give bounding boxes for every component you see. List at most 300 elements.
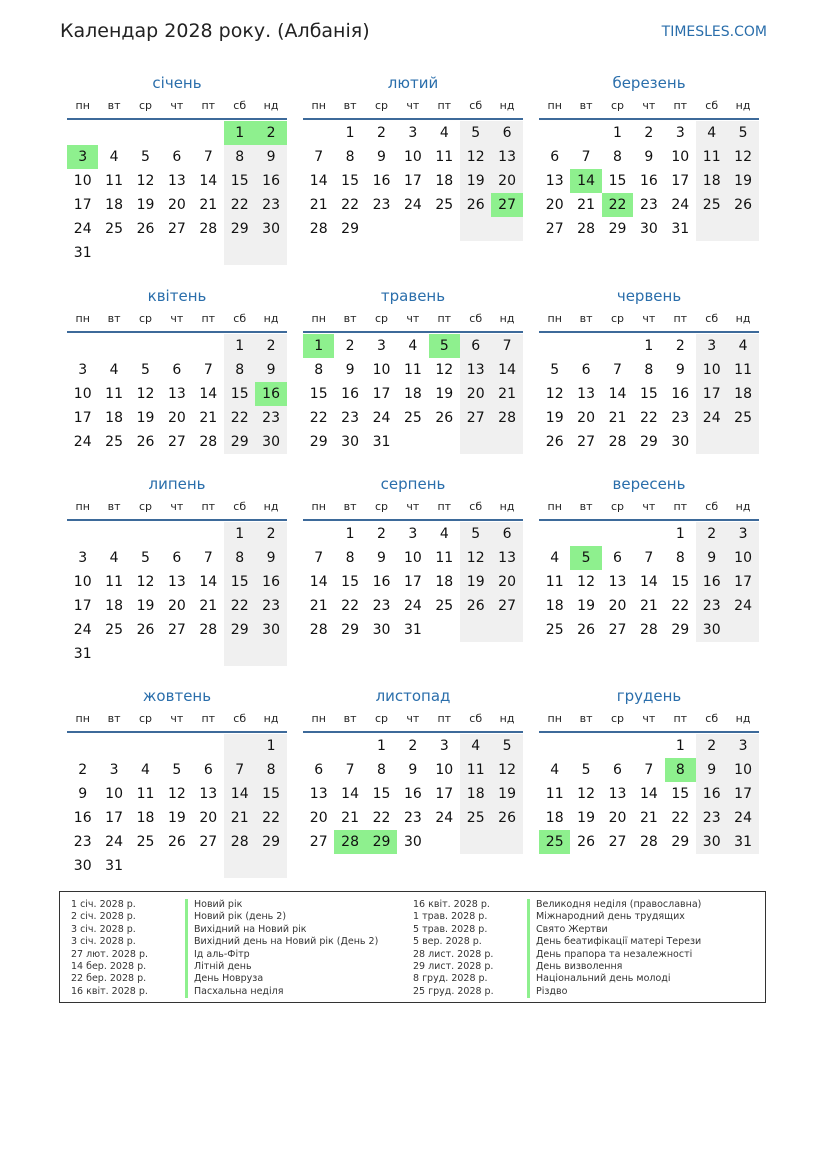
day-cell: 8 <box>377 762 386 778</box>
day-cell: 12 <box>466 550 485 566</box>
weekday-label: вт <box>107 712 121 725</box>
day-cell: 10 <box>734 762 752 778</box>
day-cell: 31 <box>372 434 391 450</box>
day-cell: 28 <box>608 434 627 450</box>
legend-row <box>71 961 411 973</box>
day-cell: 7 <box>502 338 512 354</box>
weekday-label: вт <box>579 500 593 513</box>
day-cell: 6 <box>172 149 182 165</box>
weekday-label: вт <box>107 312 121 325</box>
day-cell: 7 <box>644 762 654 778</box>
legend-date: 16 квіт. 2028 р. <box>71 985 148 997</box>
day-cell: 6 <box>471 338 481 354</box>
day-cell: 22 <box>230 410 249 426</box>
month-5 <box>303 285 523 450</box>
weekday-label: чт <box>170 312 184 325</box>
weekday-header <box>67 94 287 120</box>
day-cell: 30 <box>702 622 721 638</box>
day-cell: 7 <box>613 362 622 378</box>
day-cell: 27 <box>577 434 595 450</box>
day-cell: 11 <box>435 149 454 165</box>
weekday-label: пт <box>673 712 688 725</box>
day-cell: 1 <box>377 738 386 754</box>
day-cell: 5 <box>141 149 150 165</box>
month-9 <box>539 473 759 638</box>
day-cell: 20 <box>498 173 516 189</box>
brand-link[interactable]: TIMESLES.COM <box>661 24 767 40</box>
day-cell: 4 <box>439 526 449 542</box>
holiday-cell: 1 <box>224 121 255 145</box>
holiday-cell: 28 <box>334 830 365 854</box>
weekday-label: вт <box>579 712 593 725</box>
day-cell: 25 <box>105 434 123 450</box>
day-cell: 4 <box>550 762 560 778</box>
day-cell: 2 <box>266 338 276 354</box>
weekday-label: ср <box>610 312 624 325</box>
holiday-cell: 22 <box>602 193 633 217</box>
day-cell: 5 <box>471 526 481 542</box>
day-cell: 11 <box>105 574 123 590</box>
weekday-label: вт <box>343 712 357 725</box>
weekday-label: вт <box>107 99 121 112</box>
day-cell: 18 <box>545 598 564 614</box>
legend-row <box>71 899 411 911</box>
legend-holiday-name: Національний день молоді <box>527 973 670 985</box>
day-cell: 21 <box>608 410 627 426</box>
day-cell: 6 <box>502 526 512 542</box>
day-cell: 23 <box>372 197 391 213</box>
day-cell: 11 <box>734 362 752 378</box>
day-cell: 8 <box>345 149 355 165</box>
weekday-label: чт <box>406 99 420 112</box>
legend-holiday-name: Вихідний на Новий рік <box>185 924 306 936</box>
day-cell: 30 <box>403 834 422 850</box>
day-cell: 5 <box>141 362 150 378</box>
day-cell: 13 <box>498 550 516 566</box>
day-cell: 26 <box>498 810 516 826</box>
holiday-cell: 29 <box>366 830 397 854</box>
day-cell: 11 <box>403 362 422 378</box>
legend-holiday-name: Літній день <box>185 961 252 973</box>
day-cell: 14 <box>639 574 658 590</box>
day-cell: 13 <box>199 786 218 802</box>
day-cell: 10 <box>105 786 123 802</box>
weekday-label: пт <box>437 500 452 513</box>
legend-holiday-name: День Новруза <box>185 973 263 985</box>
day-cell: 15 <box>262 786 280 802</box>
day-cell: 20 <box>498 574 516 590</box>
day-cell: 12 <box>545 386 564 402</box>
legend-holiday-name: Великодня неділя (православна) <box>527 899 701 911</box>
day-cell: 13 <box>498 149 516 165</box>
day-cell: 25 <box>435 598 454 614</box>
day-cell: 12 <box>435 362 454 378</box>
day-cell: 8 <box>345 550 355 566</box>
day-cell: 1 <box>235 338 245 354</box>
day-cell: 25 <box>466 810 485 826</box>
day-cell: 22 <box>639 410 658 426</box>
day-cell: 21 <box>639 810 658 826</box>
legend-row <box>413 986 753 998</box>
legend-row <box>413 911 753 923</box>
weekday-label: пт <box>673 312 688 325</box>
day-cell: 26 <box>136 622 155 638</box>
day-cell: 15 <box>608 173 627 189</box>
weekday-label: ср <box>138 712 152 725</box>
day-cell: 12 <box>136 386 155 402</box>
day-cell: 19 <box>136 598 155 614</box>
day-cell: 23 <box>403 810 422 826</box>
holiday-legend <box>59 891 766 1003</box>
day-cell: 31 <box>105 858 123 874</box>
weekday-label: нд <box>499 312 515 325</box>
day-cell: 20 <box>199 810 218 826</box>
day-cell: 10 <box>73 574 92 590</box>
day-cell: 23 <box>639 197 658 213</box>
day-cell: 30 <box>262 622 280 638</box>
legend-row <box>413 949 753 961</box>
day-cell: 9 <box>377 149 386 165</box>
day-cell: 14 <box>309 173 328 189</box>
day-cell: 16 <box>639 173 658 189</box>
day-cell: 17 <box>403 574 422 590</box>
day-cell: 7 <box>203 550 213 566</box>
day-cell: 27 <box>466 410 485 426</box>
day-cell: 21 <box>577 197 595 213</box>
day-cell: 17 <box>73 197 92 213</box>
day-cell: 13 <box>309 786 328 802</box>
day-cell: 24 <box>403 197 422 213</box>
weekday-label: сб <box>705 712 719 725</box>
legend-holiday-name: День беатифікації матері Терези <box>527 936 701 948</box>
month-10 <box>67 685 287 874</box>
day-cell: 22 <box>341 598 359 614</box>
day-cell: 9 <box>707 762 717 778</box>
holiday-cell: 5 <box>570 546 601 570</box>
day-cell: 28 <box>639 834 658 850</box>
weekday-header <box>539 495 759 521</box>
day-cell: 23 <box>73 834 92 850</box>
day-cell: 11 <box>545 574 564 590</box>
day-cell: 20 <box>309 810 328 826</box>
weekday-header <box>67 495 287 521</box>
month-4 <box>67 285 287 450</box>
legend-date: 5 трав. 2028 р. <box>413 923 488 935</box>
day-cell: 7 <box>345 762 355 778</box>
day-cell: 24 <box>73 622 92 638</box>
day-cell: 2 <box>707 738 717 754</box>
weekday-label: пт <box>201 99 216 112</box>
day-cell: 6 <box>613 762 622 778</box>
day-cell: 17 <box>372 386 391 402</box>
weekday-label: нд <box>735 99 751 112</box>
page-title: Календар 2028 року. (Албанія) <box>60 20 370 42</box>
day-cell: 30 <box>341 434 359 450</box>
weekday-label: нд <box>499 99 515 112</box>
legend-holiday-name: День прапора та незалежності <box>527 949 692 961</box>
day-cell: 23 <box>372 598 391 614</box>
day-cell: 13 <box>608 786 627 802</box>
day-cell: 28 <box>309 622 328 638</box>
legend-date: 2 січ. 2028 р. <box>71 911 136 923</box>
day-cell: 21 <box>199 197 218 213</box>
day-cell: 13 <box>577 386 595 402</box>
day-cell: 1 <box>235 526 245 542</box>
day-cell: 9 <box>644 149 654 165</box>
legend-row <box>71 986 411 998</box>
day-cell: 16 <box>262 574 280 590</box>
day-cell: 12 <box>136 574 155 590</box>
day-cell: 26 <box>136 221 155 237</box>
weekday-label: пн <box>547 99 562 112</box>
month-7 <box>67 473 287 662</box>
legend-row <box>413 961 753 973</box>
day-cell: 19 <box>167 810 186 826</box>
day-cell: 10 <box>403 149 422 165</box>
legend-row <box>413 936 753 948</box>
day-cell: 29 <box>671 834 690 850</box>
legend-date: 28 лист. 2028 р. <box>413 948 494 960</box>
day-cell: 20 <box>466 386 485 402</box>
day-cell: 14 <box>199 173 218 189</box>
day-cell: 19 <box>577 598 595 614</box>
day-cell: 8 <box>266 762 276 778</box>
day-cell: 21 <box>199 598 218 614</box>
day-cell: 3 <box>707 338 717 354</box>
weekday-label: вт <box>107 500 121 513</box>
day-cell: 15 <box>230 574 249 590</box>
weekday-label: ср <box>374 712 388 725</box>
day-cell: 5 <box>471 125 481 141</box>
weekday-label: пт <box>437 312 452 325</box>
day-cell: 26 <box>136 434 155 450</box>
day-cell: 10 <box>671 149 690 165</box>
day-cell: 27 <box>498 598 516 614</box>
holiday-cell: 1 <box>303 334 334 358</box>
day-cell: 19 <box>435 386 454 402</box>
day-cell: 8 <box>235 362 245 378</box>
weekday-label: пн <box>547 712 562 725</box>
weekday-label: сб <box>705 500 719 513</box>
day-cell: 27 <box>167 221 186 237</box>
day-cell: 23 <box>262 197 280 213</box>
day-cell: 22 <box>341 197 359 213</box>
day-cell: 24 <box>702 410 721 426</box>
weekday-label: пн <box>547 312 562 325</box>
day-cell: 12 <box>577 574 595 590</box>
day-cell: 24 <box>671 197 690 213</box>
day-cell: 29 <box>639 434 658 450</box>
legend-holiday-name: Міжнародний день трудящих <box>527 911 685 923</box>
day-cell: 21 <box>309 598 328 614</box>
day-cell: 28 <box>199 622 218 638</box>
day-cell: 31 <box>403 622 422 638</box>
day-cell: 10 <box>372 362 391 378</box>
day-cell: 29 <box>341 622 359 638</box>
day-cell: 18 <box>466 786 485 802</box>
day-cell: 8 <box>644 362 654 378</box>
day-cell: 22 <box>230 197 249 213</box>
day-cell: 21 <box>341 810 359 826</box>
day-cell: 6 <box>172 550 182 566</box>
day-cell: 27 <box>167 434 186 450</box>
day-cell: 14 <box>639 786 658 802</box>
legend-row <box>413 973 753 985</box>
day-cell: 28 <box>199 221 218 237</box>
day-cell: 24 <box>734 598 752 614</box>
day-cell: 6 <box>172 362 182 378</box>
day-cell: 19 <box>734 173 752 189</box>
day-cell: 28 <box>498 410 516 426</box>
day-cell: 17 <box>734 574 752 590</box>
weekday-label: чт <box>642 500 656 513</box>
legend-date: 8 груд. 2028 р. <box>413 973 488 985</box>
day-cell: 17 <box>435 786 454 802</box>
legend-date: 5 вер. 2028 р. <box>413 936 482 948</box>
day-cell: 1 <box>675 738 685 754</box>
day-cell: 22 <box>372 810 391 826</box>
day-cell: 26 <box>466 598 485 614</box>
weekday-header <box>303 94 523 120</box>
day-cell: 16 <box>372 173 391 189</box>
weekday-label: ср <box>610 712 624 725</box>
weekday-label: ср <box>610 99 624 112</box>
day-cell: 3 <box>408 526 418 542</box>
day-cell: 7 <box>314 149 324 165</box>
day-cell: 14 <box>230 786 249 802</box>
day-cell: 16 <box>341 386 359 402</box>
day-cell: 20 <box>608 598 627 614</box>
month-name: лютий <box>387 74 439 92</box>
legend-date: 3 січ. 2028 р. <box>71 936 136 948</box>
day-cell: 29 <box>608 221 627 237</box>
weekday-label: сб <box>233 99 247 112</box>
day-cell: 11 <box>702 149 721 165</box>
day-cell: 21 <box>498 386 516 402</box>
weekday-label: вт <box>343 312 357 325</box>
day-cell: 2 <box>266 526 276 542</box>
weekday-label: нд <box>735 312 751 325</box>
weekday-header <box>303 495 523 521</box>
weekday-header <box>539 307 759 333</box>
day-cell: 5 <box>550 362 560 378</box>
day-cell: 9 <box>266 362 276 378</box>
holiday-cell: 8 <box>665 758 696 782</box>
legend-holiday-name: Новий рік (день 2) <box>185 911 286 923</box>
day-cell: 15 <box>372 786 391 802</box>
day-cell: 31 <box>671 221 690 237</box>
day-cell: 21 <box>199 410 218 426</box>
day-cell: 23 <box>702 598 721 614</box>
weekday-label: нд <box>735 500 751 513</box>
day-cell: 11 <box>105 173 123 189</box>
legend-row <box>413 899 753 911</box>
day-cell: 9 <box>408 762 418 778</box>
day-cell: 9 <box>345 362 355 378</box>
day-cell: 7 <box>203 362 213 378</box>
day-cell: 4 <box>109 149 119 165</box>
weekday-label: пн <box>311 99 326 112</box>
weekday-label: нд <box>735 712 751 725</box>
day-cell: 4 <box>550 550 560 566</box>
day-cell: 20 <box>577 410 595 426</box>
day-cell: 27 <box>545 221 564 237</box>
day-cell: 14 <box>309 574 328 590</box>
day-cell: 3 <box>78 550 88 566</box>
day-cell: 26 <box>734 197 752 213</box>
day-cell: 9 <box>266 550 276 566</box>
month-2 <box>303 72 523 237</box>
holiday-cell: 5 <box>429 334 460 358</box>
day-cell: 26 <box>435 410 454 426</box>
day-cell: 12 <box>498 762 516 778</box>
day-cell: 28 <box>230 834 249 850</box>
day-cell: 28 <box>199 434 218 450</box>
day-cell: 25 <box>702 197 721 213</box>
weekday-label: нд <box>263 500 279 513</box>
day-cell: 15 <box>341 574 359 590</box>
day-cell: 2 <box>675 338 685 354</box>
day-cell: 11 <box>466 762 485 778</box>
day-cell: 18 <box>105 197 123 213</box>
day-cell: 26 <box>466 197 485 213</box>
day-cell: 18 <box>435 173 454 189</box>
day-cell: 6 <box>502 125 512 141</box>
legend-holiday-name: Різдво <box>527 986 567 998</box>
day-cell: 15 <box>639 386 658 402</box>
day-cell: 3 <box>738 738 748 754</box>
weekday-label: сб <box>469 312 483 325</box>
weekday-label: пн <box>75 99 90 112</box>
weekday-label: пт <box>201 312 216 325</box>
day-cell: 26 <box>577 834 595 850</box>
day-cell: 21 <box>309 197 328 213</box>
holiday-cell: 16 <box>255 382 286 406</box>
day-cell: 24 <box>73 221 92 237</box>
weekday-label: нд <box>263 312 279 325</box>
day-cell: 21 <box>639 598 658 614</box>
legend-date: 25 груд. 2028 р. <box>413 985 494 997</box>
legend-date: 27 лют. 2028 р. <box>71 948 148 960</box>
weekday-label: пн <box>311 712 326 725</box>
day-cell: 25 <box>136 834 155 850</box>
day-cell: 1 <box>266 738 276 754</box>
day-cell: 10 <box>702 362 721 378</box>
day-cell: 31 <box>73 646 92 662</box>
day-cell: 22 <box>309 410 328 426</box>
weekday-label: вт <box>579 99 593 112</box>
day-cell: 30 <box>702 834 721 850</box>
day-cell: 9 <box>377 550 386 566</box>
weekday-label: вт <box>343 99 357 112</box>
day-cell: 6 <box>314 762 324 778</box>
weekday-label: ср <box>138 500 152 513</box>
legend-holiday-name: Пасхальна неділя <box>185 986 283 998</box>
day-cell: 30 <box>73 858 92 874</box>
day-cell: 1 <box>345 125 355 141</box>
day-cell: 18 <box>734 386 752 402</box>
day-cell: 27 <box>608 622 627 638</box>
day-cell: 28 <box>577 221 595 237</box>
day-cell: 20 <box>167 410 186 426</box>
weekday-label: сб <box>469 712 483 725</box>
month-name: травень <box>380 287 446 305</box>
day-cell: 6 <box>581 362 591 378</box>
day-cell: 17 <box>702 386 721 402</box>
weekday-label: сб <box>233 312 247 325</box>
legend-date: 22 бер. 2028 р. <box>71 973 147 985</box>
weekday-label: ср <box>610 500 624 513</box>
